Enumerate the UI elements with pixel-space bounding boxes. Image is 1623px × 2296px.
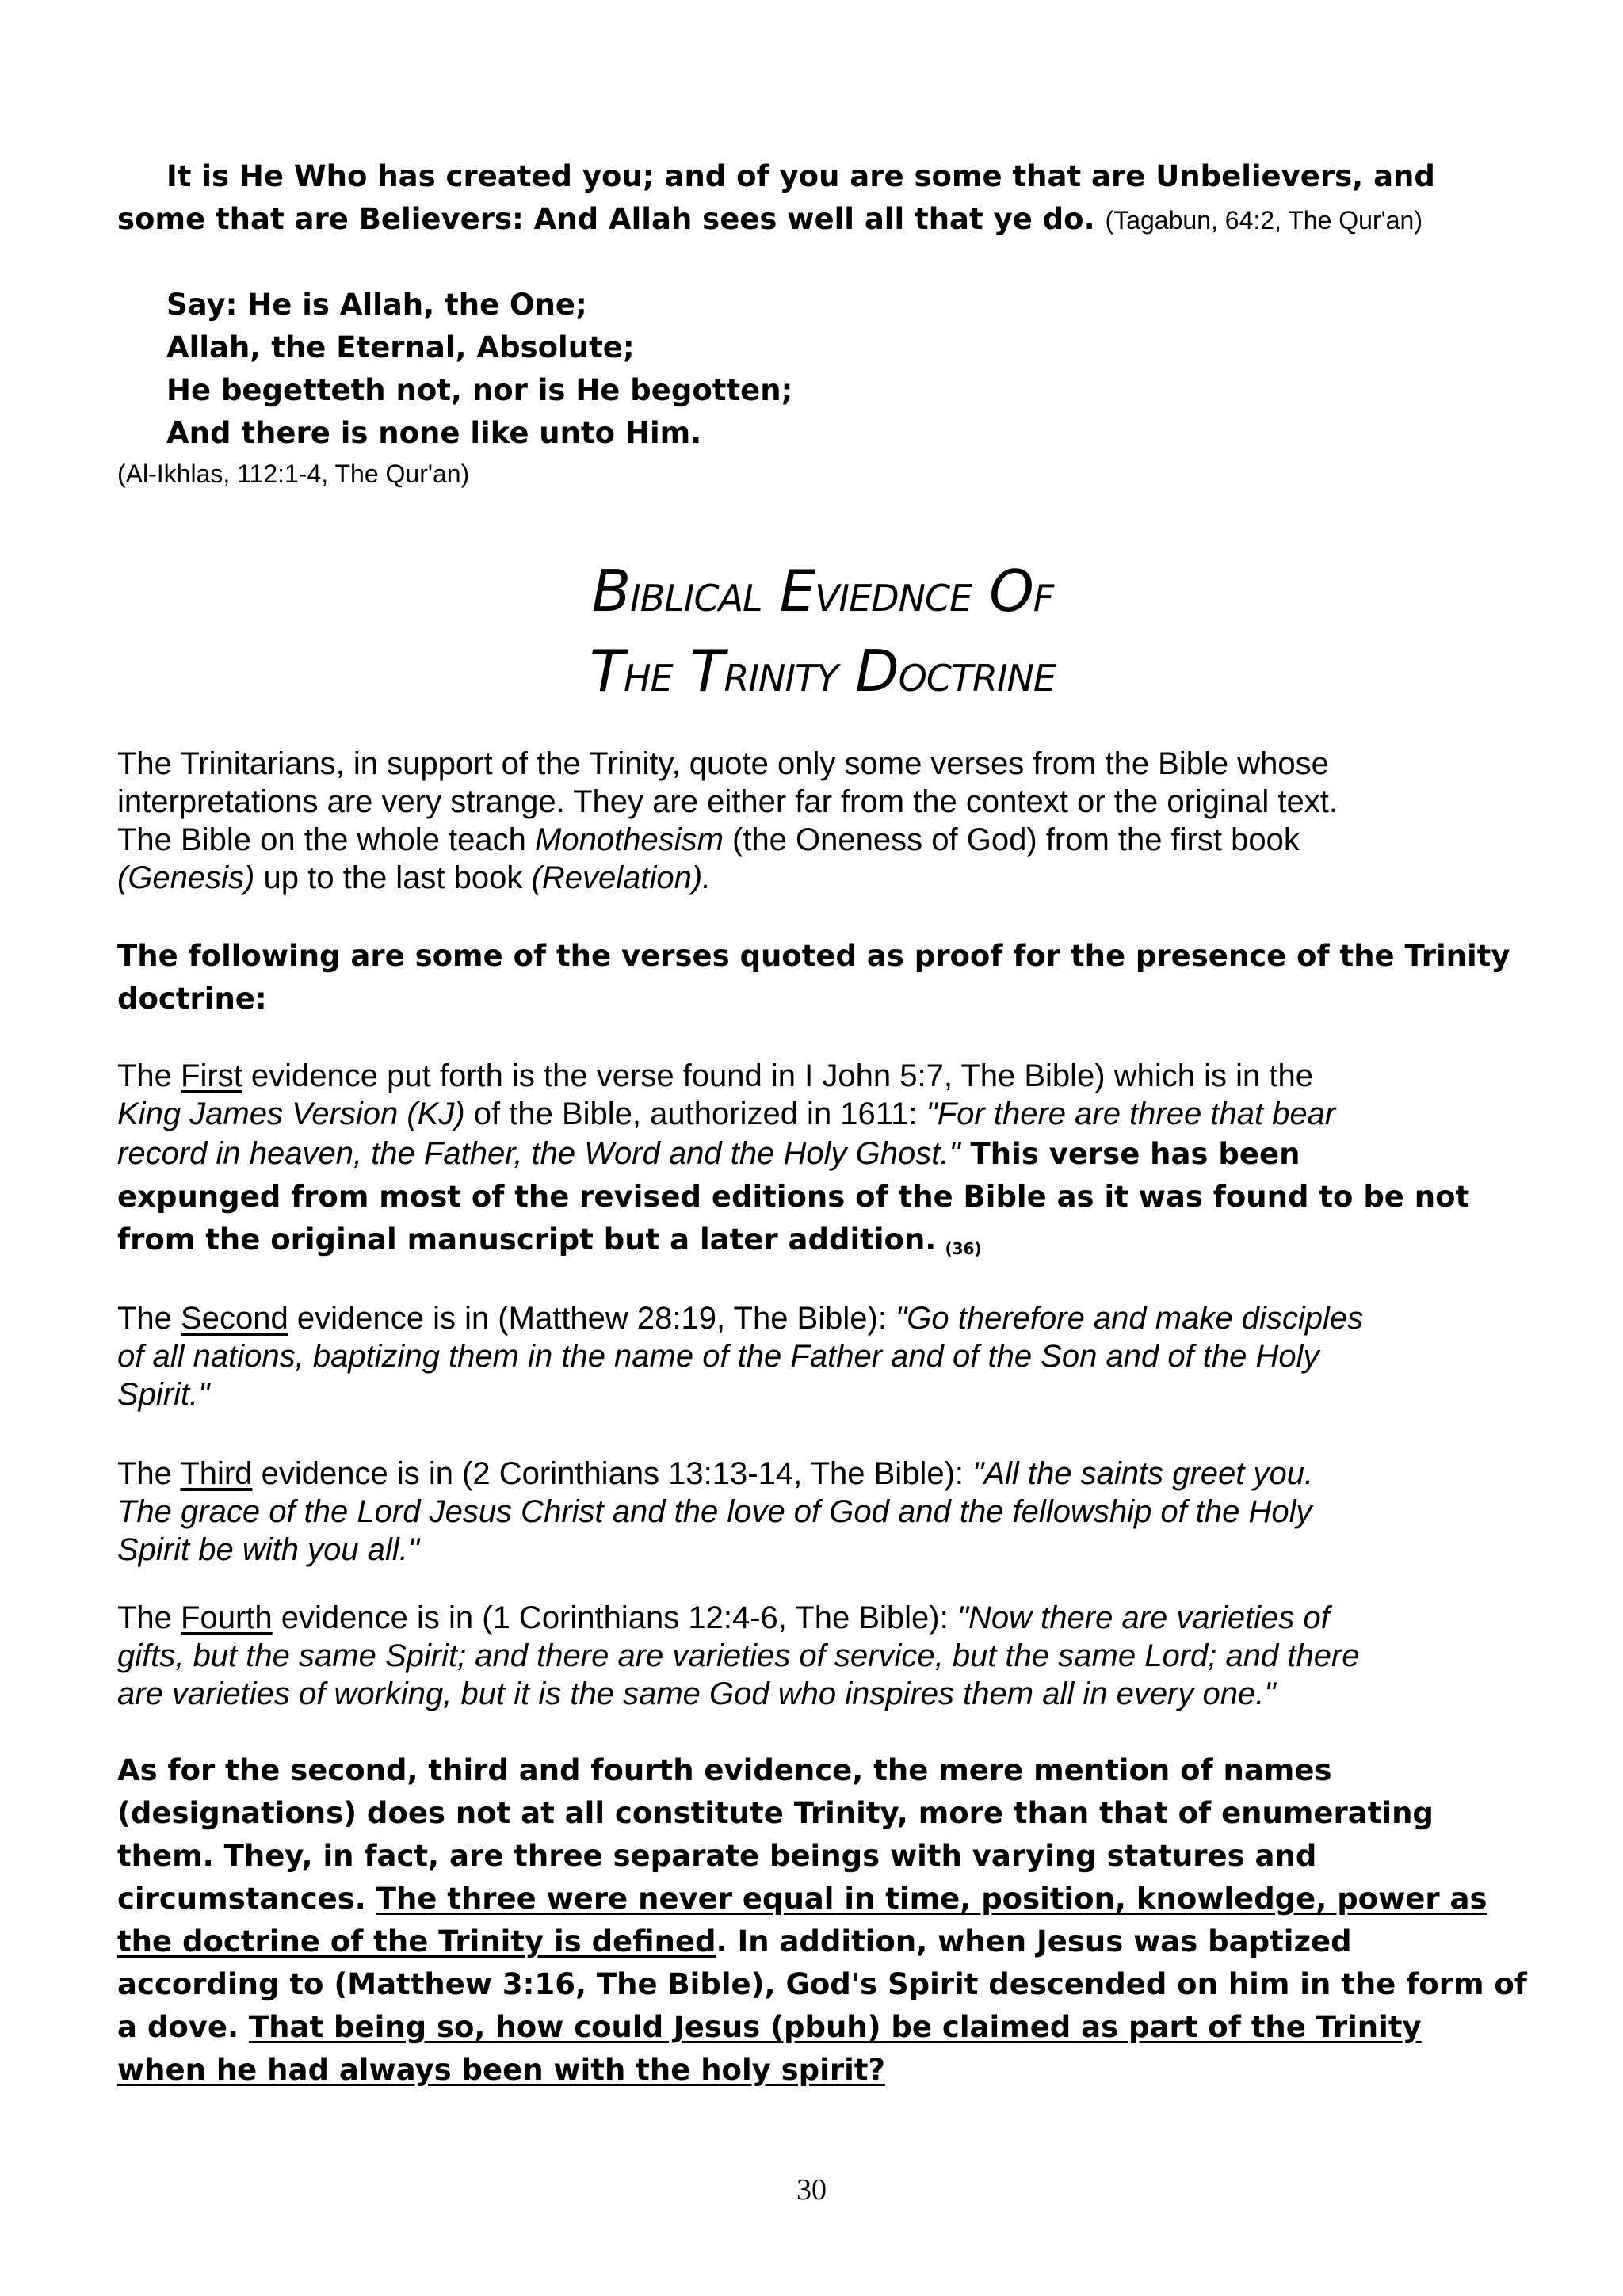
quote-reference: (Al-Ikhlas, 112:1-4, The Qur'an) bbox=[117, 460, 470, 488]
first-label: First bbox=[181, 1058, 242, 1093]
page-number: 30 bbox=[796, 2173, 827, 2206]
third-label: Third bbox=[180, 1456, 253, 1491]
section-title: BIBLICAL EVIEDNCE OF THE TRINITY DOCTRINE bbox=[590, 558, 1056, 704]
intro-paragraph: The Trinitarians, in support of the Trinity, quote only some verses from the Bible whose interpretations are very strange. They are either far from the context or the original text. The Bible on the whole teach Monothesism (the Oneness of God) from the first book (Genesis) up to the last book (Revelation). bbox=[117, 746, 1338, 895]
quote-reference: (Tagabun, 64:2, The Qur'an) bbox=[1105, 206, 1423, 235]
first-evidence-paragraph: The First evidence put forth is the verse found in I John 5:7, The Bible) which is in the King James Version (KJ) of the Bible, authorized in 1611: "For there are three that bear record in heaven, the Father, the Word and the Holy Ghost." This verse has been expunged from most of the revised editions of the Bible as it was found to be not from the original manuscript but a later addition. $_{(36)}$ bbox=[117, 1058, 1470, 1258]
second-evidence-paragraph: The Second evidence is in (Matthew 28:19, The Bible): "Go therefore and make disciples of all nations, baptizing them in the name of the Father and of the Son and of the Holy Spirit." bbox=[117, 1301, 1364, 1412]
fourth-label: Fourth bbox=[181, 1600, 273, 1635]
fourth-evidence-paragraph: The Fourth evidence is in (1 Corinthians 12:4-6, The Bible): "Now there are varieties of gifts, but the same Spirit; and there are varieties of service, but the same Lord; and there are varieties of working, but it is the same God who inspires them all in every one." bbox=[117, 1600, 1360, 1711]
conclusion-paragraph: As for the second, third and fourth evidence, the mere mention of names (designations) does not at all constitute Trinity, more than that of enumerating them. They, in fact, are three separate beings with varying statures and circumstances. The three were never equal in time, position, knowledge, power as the doctrine of the Trinity is defined. In addition, when Jesus was baptized according to (Matthew 3:16, The Bible), God's Spirit descended on him in the form of a dove. That being so, how could Jesus (pbuh) be claimed as part of the Trinity when he had always been with the holy spirit? bbox=[117, 1753, 1527, 2087]
second-label: Second bbox=[181, 1301, 288, 1336]
third-evidence-paragraph: The Third evidence is in (2 Corinthians 13:13-14, The Bible): "All the saints greet you. The grace of the Lord Jesus Christ and the love of God and the fellowship of the Holy Spirit be with you all." bbox=[117, 1456, 1314, 1567]
footnote-ref: (36) bbox=[945, 1239, 982, 1258]
quran-quote-tagabun: It is He Who has created you; and of you are some that are Unbelievers, and some that are Believers: And Allah sees well all that ye do. (Tagabun, 64:2, The Qur'an) bbox=[117, 159, 1435, 236]
following-paragraph: The following are some of the verses quoted as proof for the presence of the Trinity doctrine: bbox=[117, 939, 1510, 1016]
quran-quote-ikhlas: Say: He is Allah, the One; Allah, the Eternal, Absolute; He begetteth not, nor is He begotten; And there is none like unto Him. bbox=[166, 288, 793, 450]
